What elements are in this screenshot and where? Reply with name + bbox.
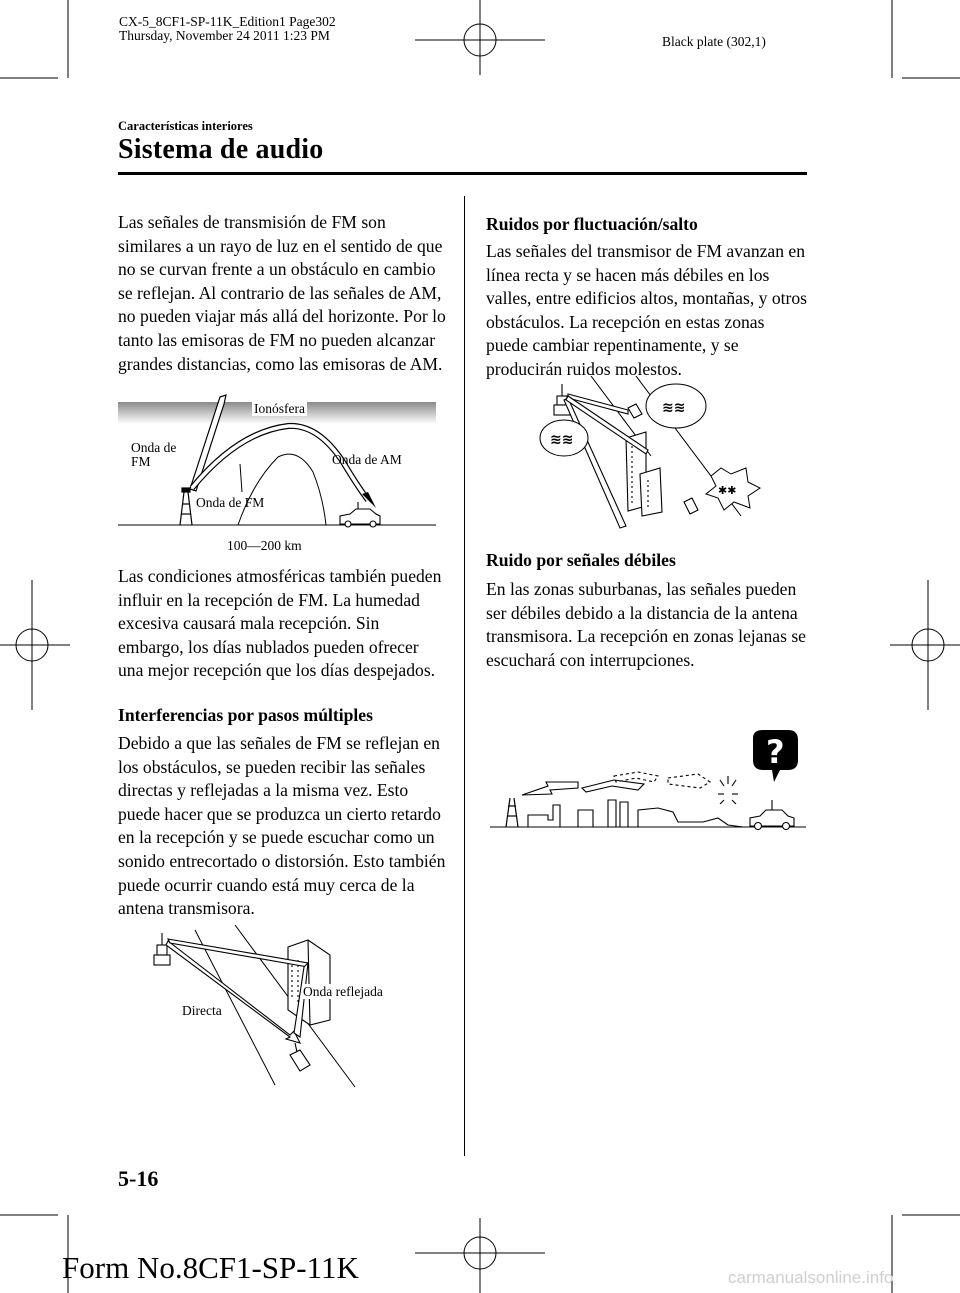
heading-fluctuation: Ruidos por fluctuación/salto	[486, 214, 698, 234]
direct-wave-label: Directa	[182, 1003, 222, 1018]
distance-label: 100—200 km	[227, 538, 302, 553]
paragraph-multipath: Debido a que las señales de FM se reflejan en los obstáculos, se pueden recibir las señales directas y reflejadas a la misma vez. Esto puede hacer que se produzca un cierto retardo en la recepción y se puede escuchar como un sonido entrecortado o distorsión. Esto también puede ocurrir cuando está muy cerca de la antena transmisora.	[118, 733, 446, 919]
transmitter-tower-icon	[180, 488, 192, 525]
antenna-tower-icon	[154, 933, 170, 965]
interruption-icon	[718, 776, 738, 804]
svg-text:≋≋: ≋≋	[550, 432, 574, 448]
car-icon	[290, 1043, 310, 1071]
ionosphere-diagram	[118, 392, 438, 558]
building-icon	[288, 940, 330, 1025]
reflected-wave-label: Onda reflejada	[303, 984, 383, 999]
antenna-tower-icon	[506, 798, 518, 827]
watermark: carmanualsonline.info	[728, 1268, 894, 1287]
page-number: 5-16	[118, 1166, 159, 1191]
fm-wave-label-line1: Onda de	[131, 440, 177, 455]
signal-arrow-icon	[522, 782, 578, 795]
signal-arrow-icon	[582, 780, 644, 792]
heading-multipath: Interferencias por pasos múltiples	[118, 705, 373, 725]
weak-signal-diagram	[488, 730, 808, 830]
fm-low-wave	[238, 454, 326, 525]
car-icon	[750, 800, 794, 830]
paragraph-atmosphere: Las condiciones atmosféricas también pueden influir en la recepción de FM. La humedad excesiva causará mala recepción. Sin embargo, los días nublados pueden ofrecer una mejor recepción que los días despejados.	[118, 566, 442, 681]
direct-wave-arrow	[166, 941, 300, 1043]
form-number: Form No.8CF1-SP-11K	[62, 1250, 359, 1285]
question-bubble-icon	[753, 730, 798, 782]
paragraph-fm-light: Las señales de transmisión de FM son similares a un rayo de luz en el sentido de que no se curvan frente a un obstáculo en cambio se reflejan. Al contrario de las señales de AM, no pueden viajar más allá del horizonte. Por lo tanto las emisoras de FM no pueden alcanzar grandes distancias, como las emisoras de AM.	[118, 212, 446, 374]
svg-text:≋≋: ≋≋	[662, 400, 686, 416]
city-skyline	[528, 800, 743, 827]
reflected-wave-arrow	[168, 939, 308, 967]
fluctuation-diagram	[536, 376, 771, 536]
file-info-line: CX-5_8CF1-SP-11K_Edition1 Page302	[119, 14, 336, 29]
paragraph-fluctuation: Las señales del transmisor de FM avanzan en línea recta y se hacen más débiles en los valles, entre edificios altos, montañas, y otros obstáculos. La recepción en estas zonas puede cambiar repentinamente, y se producirán ruidos molestos.	[486, 241, 808, 379]
fm-wave-label-line2: FM	[131, 454, 151, 469]
title-rule	[118, 172, 807, 175]
column-divider	[464, 196, 465, 1156]
plate-label: Black plate (302,1)	[662, 34, 766, 49]
date-line: Thursday, November 24 2011 1:23 PM	[119, 28, 330, 43]
page-title: Sistema de audio	[118, 134, 324, 165]
paragraph-weak-signal: En las zonas suburbanas, las señales pueden ser débiles debido a la distancia de la antena transmisora. La recepción en zonas lejanas se escuchará con interrupciones.	[486, 579, 806, 670]
svg-text:✱✱: ✱✱	[718, 484, 737, 497]
svg-text:?: ?	[766, 733, 785, 771]
fm-low-wave-label: Onda de FM	[196, 495, 265, 510]
am-wave-label: Onda de AM	[332, 452, 402, 467]
ionosphere-label: Ionósfera	[254, 401, 305, 416]
section-label: Características interiores	[118, 119, 253, 133]
heading-weak-signal: Ruido por señales débiles	[486, 550, 676, 570]
signal-arrow-weak-icon	[668, 774, 710, 788]
